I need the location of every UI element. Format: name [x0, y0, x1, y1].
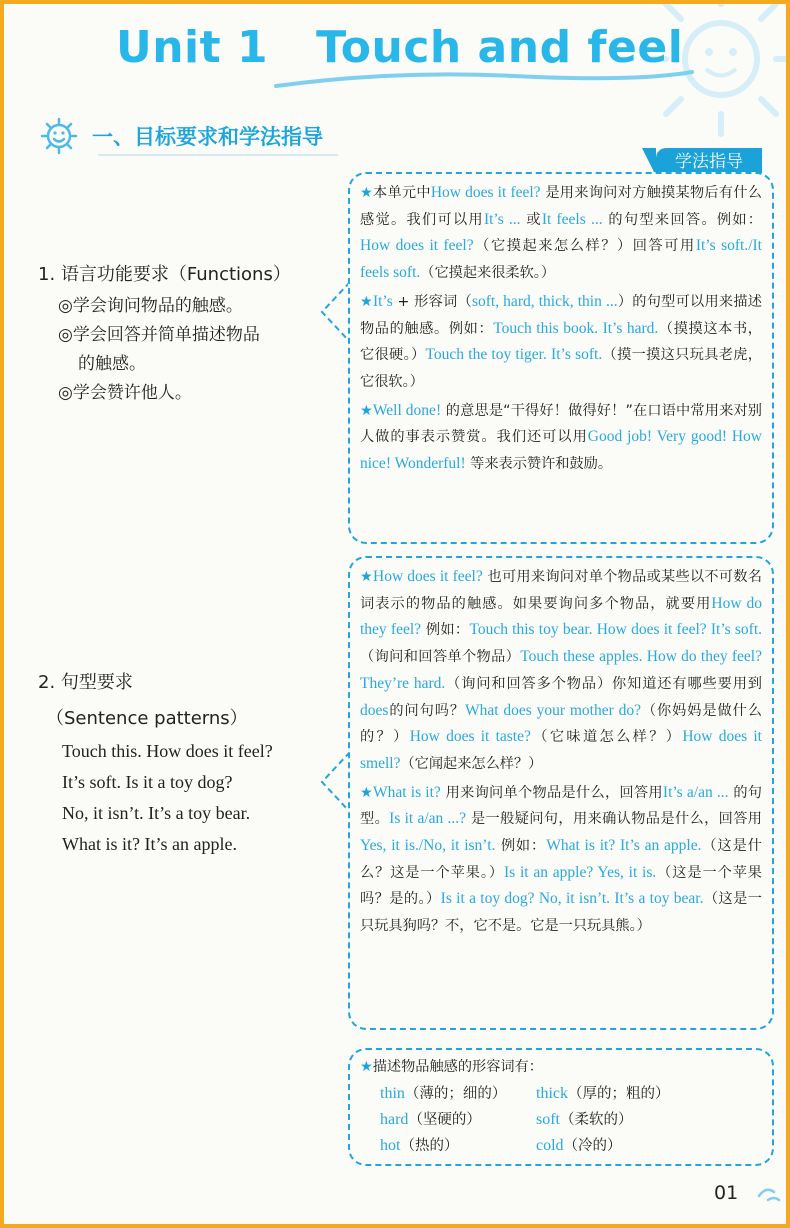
- guide-paragraph: [360, 180, 762, 287]
- patterns-block: [38, 668, 273, 860]
- guide-paragraph: [360, 398, 762, 478]
- smiley-sun-icon: [34, 116, 84, 156]
- text: （摸摸这本书，它很硬。）: [360, 320, 762, 364]
- vocab-meaning: （热的）: [400, 1137, 459, 1154]
- functions-block: [38, 260, 291, 408]
- english-text: Yes, it is./No, it isn’t.: [360, 837, 496, 855]
- vocab-meaning: （坚硬的）: [408, 1111, 481, 1128]
- vocab-word: soft: [536, 1110, 560, 1128]
- english-text: Good job! Very good! How nice! Wonderful!: [360, 428, 762, 473]
- english-text: How does it feel?: [360, 237, 474, 255]
- text: （它味道怎么样？）: [530, 729, 683, 746]
- english-text: How does it feel?: [373, 568, 483, 585]
- english-text: How do they feel?: [360, 594, 762, 639]
- text: （它摸起来很柔软。）: [420, 265, 556, 282]
- title-underline: [274, 66, 694, 92]
- text: （这是什么？这是一个苹果。）: [360, 838, 762, 881]
- function-item-continued: 的触感。: [78, 354, 146, 374]
- guide-paragraph: [360, 564, 762, 778]
- functions-heading: 1. 语言功能要求（Functions）: [38, 264, 291, 285]
- pattern-sentence: It’s soft. Is it a toy dog?: [62, 772, 233, 792]
- text: 例如：: [495, 838, 547, 855]
- vocab-meaning: （冷的）: [563, 1137, 622, 1154]
- unit-number: Unit 1: [116, 22, 269, 73]
- english-text: How does it feel?: [430, 184, 541, 201]
- vocab-item: [380, 1081, 536, 1107]
- english-text: does: [360, 701, 389, 719]
- star-icon: ★: [360, 784, 374, 801]
- english-text: It’s soft./It feels soft.: [360, 237, 762, 282]
- text: 的意思是“干得好！做得好！”在口语中常用来对别人做的事表示赞赏。我们还可以用: [360, 402, 762, 446]
- vocab-row: [380, 1081, 762, 1107]
- star-icon: ★: [360, 185, 373, 201]
- text: 或: [520, 211, 542, 228]
- text: （询问和回答多个物品）你知道还有哪些要用到: [445, 675, 762, 692]
- vocab-item: [380, 1107, 536, 1133]
- vocab-word: hard: [380, 1110, 409, 1128]
- text: 的句型来回答。例如：: [602, 211, 762, 228]
- star-icon: ★: [360, 569, 373, 585]
- english-text: It’s: [372, 292, 393, 310]
- function-item: ◎学会赞许他人。: [58, 383, 192, 403]
- text: ）的句型可以用来描述物品的触感。例如：: [360, 293, 762, 337]
- english-text: Well done!: [372, 401, 442, 419]
- vocab-row: [380, 1133, 762, 1159]
- textbook-page: [4, 4, 786, 1224]
- vocab-meaning: （柔软的）: [560, 1111, 633, 1128]
- english-text: How does it smell?: [360, 728, 762, 772]
- english-text: What is it? It’s an apple.: [546, 837, 702, 855]
- guide-box-1: [348, 172, 774, 544]
- english-text: It’s a/an ...: [662, 783, 729, 801]
- text: 也可用来询问对单个物品或某些以不可数名词表示的物品的触感。如果要询问多个物品，就要用: [360, 569, 762, 612]
- study-guide-tag: 学法指导: [656, 148, 762, 176]
- star-icon: ★: [360, 402, 373, 419]
- vocab-word: cold: [536, 1136, 564, 1154]
- vocab-item: [380, 1133, 536, 1159]
- text: 是用来询问对方触摸某物后有什么感觉。我们可以用: [360, 185, 762, 228]
- patterns-subheading: （Sentence patterns）: [46, 708, 248, 729]
- text: 等来表示赞许和鼓励。: [465, 456, 613, 473]
- text: （你妈妈是做什么的？）: [360, 702, 762, 746]
- function-item: ◎学会询问物品的触感。: [58, 296, 243, 316]
- vocab-meaning: （厚的；粗的）: [568, 1085, 670, 1102]
- english-text: Is it an apple? Yes, it is.: [503, 863, 657, 881]
- text: （它摸起来怎么样？）回答可用: [473, 238, 696, 255]
- page-number: 01: [714, 1182, 739, 1204]
- vocab-row: [380, 1107, 762, 1133]
- text: （这是一个苹果吗？是的。）: [360, 864, 762, 908]
- english-text: How does it taste?: [409, 728, 531, 746]
- english-text: Is it a toy dog? No, it isn’t. It’s a toy bear.: [440, 890, 704, 908]
- function-item: ◎学会回答并简单描述物品: [58, 325, 260, 345]
- english-text: It feels ...: [541, 210, 603, 228]
- pattern-sentence: No, it isn’t. It’s a toy bear.: [62, 803, 251, 823]
- english-text: soft, hard, thick, thin ...: [471, 292, 618, 310]
- pattern-sentence: Touch this. How does it feel?: [62, 741, 273, 761]
- text: 用来询问单个物品是什么，回答用: [440, 784, 663, 801]
- star-icon: ★: [360, 1059, 373, 1075]
- adjectives-intro: [360, 1054, 762, 1081]
- english-text: What is it?: [373, 783, 441, 801]
- text: 是一般疑问句，用来确认物品是什么，回答用: [466, 811, 762, 828]
- text: （询问和回答单个物品）: [360, 649, 521, 666]
- text: + 形容词（: [392, 293, 472, 310]
- english-text: What does your mother do?: [465, 701, 641, 719]
- english-text: Touch these apples. How do they feel? They’re hard.: [360, 648, 762, 692]
- section-title: 一、目标要求和学法指导: [92, 125, 323, 149]
- unit-name: Touch and feel: [316, 22, 684, 73]
- patterns-heading: 2. 句型要求: [38, 672, 133, 693]
- english-text: Touch this toy bear. How does it feel? It’s soft.: [469, 621, 762, 639]
- english-text: Touch this book. It’s hard.: [493, 319, 659, 337]
- vocab-meaning: （薄的；细的）: [404, 1085, 507, 1102]
- vocab-word: thin: [380, 1084, 405, 1102]
- guide-box-2: [348, 556, 774, 1030]
- english-text: Is it a/an ...?: [389, 810, 467, 828]
- guide-paragraph: [360, 780, 762, 940]
- vocab-word: hot: [380, 1136, 401, 1154]
- vocab-item: [536, 1107, 692, 1133]
- english-text: It’s ...: [483, 210, 521, 228]
- vocab-item: [536, 1081, 692, 1107]
- section-divider: [98, 154, 338, 156]
- text: （它闻起来怎么样？）: [400, 755, 543, 772]
- text: 本单元中: [373, 185, 431, 201]
- section-header: [34, 116, 323, 156]
- guide-paragraph: [360, 289, 762, 396]
- page-corner-decoration-icon: [756, 1182, 782, 1204]
- text: 描述物品触感的形容词有：: [372, 1059, 543, 1075]
- adjectives-box: [348, 1048, 774, 1166]
- text: 的问句吗？: [388, 702, 466, 719]
- pattern-sentence: What is it? It’s an apple.: [62, 834, 237, 854]
- vocab-item: [536, 1133, 692, 1159]
- text: （摸一摸这只玩具老虎，它很软。）: [360, 347, 762, 390]
- text: （这是一只玩具狗吗？不，它不是。它是一只玩具熊。）: [360, 891, 762, 935]
- vocab-word: thick: [536, 1084, 568, 1102]
- text: 的句型。: [360, 784, 762, 828]
- text: 例如：: [421, 622, 470, 639]
- star-icon: ★: [360, 293, 373, 310]
- english-text: Touch the toy tiger. It’s soft.: [425, 346, 603, 364]
